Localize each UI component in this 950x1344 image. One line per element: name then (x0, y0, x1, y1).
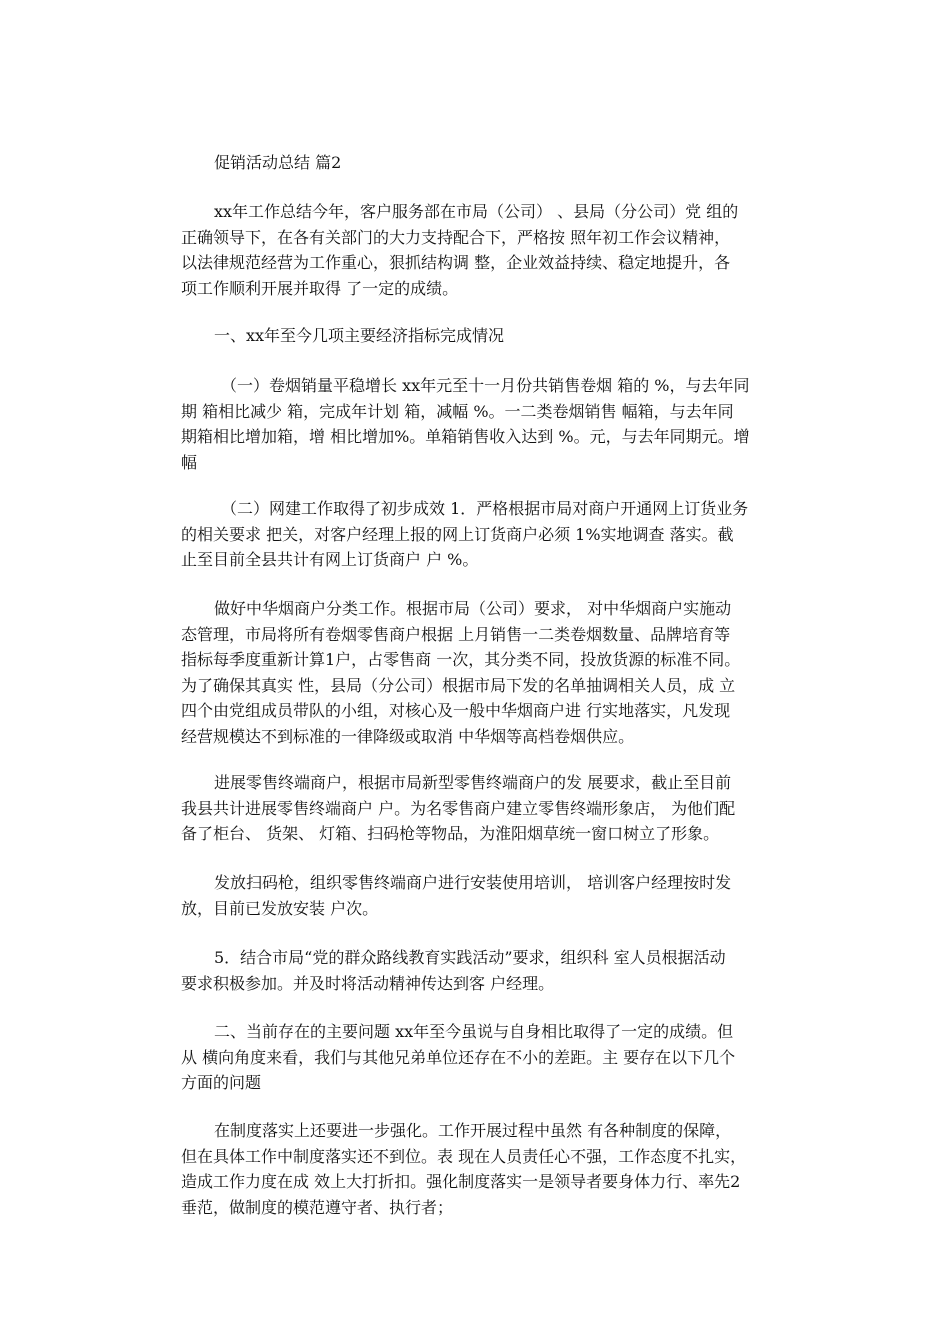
paragraph-line: 发放扫码枪，组织零售终端商户进行安装使用培训， 培训客户经理按时发 (214, 873, 732, 892)
paragraph-line: （一）卷烟销量平稳增长 xx年元至十一月份共销售卷烟 箱的 %，与去年同 (221, 376, 750, 395)
paragraph-line: 四个由党组成员带队的小组，对核心及一般中华烟商户进 行实地落实，凡发现 (181, 701, 731, 720)
paragraph-line: 从 横向角度来看，我们与其他兄弟单位还存在不小的差距。主 要存在以下几个 (181, 1047, 736, 1067)
paragraph-line: xx年工作总结今年，客户服务部在市局（公司） 、县局（分公司）党 组的 (214, 202, 739, 221)
document-title: 促销活动总结 篇2 (214, 153, 342, 172)
paragraph-line: 在制度落实上还要进一步强化。工作开展过程中虽然 有各种制度的保障， (214, 1121, 732, 1140)
paragraph-party-activity (181, 945, 781, 996)
paragraph-line: 备了柜台、 货架、 灯箱、扫码枪等物品，为淮阳烟草统一窗口树立了形象。 (181, 824, 720, 843)
section-heading-indicators (181, 323, 781, 349)
paragraph-line: 正确领导下，在各有关部门的大力支持配合下，严格按 照年初工作会议精神， (181, 227, 731, 247)
paragraph-scanner-distribution (181, 870, 781, 921)
paragraph-line: 态管理，市局将所有卷烟零售商户根据 上月销售一二类卷烟数量、品牌培育等 (181, 624, 731, 644)
paragraph-line: 做好中华烟商户分类工作。根据市局（公司）要求， 对中华烟商户实施动 (214, 599, 732, 618)
paragraph-line: 我县共计进展零售终端商户 户。为名零售商户建立零售终端形象店， 为他们配 (181, 798, 736, 818)
paragraph-line: 放，目前已发放安装 户次。 (181, 898, 379, 918)
paragraph-line: 为了确保其真实 性，县局（分公司）根据市局下发的名单抽调相关人员，成 立 (181, 675, 736, 695)
paragraph-zhonghua-classification (181, 596, 781, 749)
paragraph-line: 方面的问题 (181, 1073, 262, 1092)
paragraph-line: 要求积极参加。并及时将活动精神传达到客 户经理。 (181, 973, 555, 993)
paragraph-line: 以法律规范经营为工作重心，狠抓结构调 整，企业效益持续、稳定地提升，各 (181, 253, 731, 272)
paragraph-line: 二、当前存在的主要问题 xx年至今虽说与自身相比取得了一定的成绩。但 (214, 1022, 734, 1041)
paragraph-line: 一、xx年至今几项主要经济指标完成情况 (214, 326, 505, 345)
paragraph-line: 幅 (181, 452, 198, 472)
paragraph-line: 垂范，做制度的模范遵守者、执行者； (181, 1197, 454, 1217)
paragraph-network-construction (181, 496, 781, 573)
paragraph-line: 止至目前全县共计有网上订货商户 户 %。 (181, 550, 479, 569)
paragraph-line: 指标每季度重新计算1户，占零售商 一次，其分类不同，投放货源的标准不同。 (181, 650, 741, 669)
paragraph-current-problems (181, 1019, 781, 1096)
paragraph-line: 但在具体工作中制度落实还不到位。表 现在人员责任心不强，工作态度不扎实， (181, 1146, 747, 1166)
paragraph-line: 经营规模达不到标准的一律降级或取消 中华烟等高档卷烟供应。 (181, 726, 635, 746)
paragraph-line: 进展零售终端商户，根据市局新型零售终端商户的发 展要求，截止至目前 (214, 773, 732, 792)
paragraph-work-summary (181, 199, 781, 301)
paragraph-line: 造成工作力度在成 效上大打折扣。强化制度落实一是领导者要身体力行、率先2 (181, 1172, 741, 1191)
paragraph-line: 期 箱相比减少 箱，完成年计划 箱，减幅 %。一二类卷烟销售 幅箱，与去年同 (181, 401, 734, 421)
paragraph-line: （二）网建工作取得了初步成效 1．严格根据市局对商户开通网上订货业务 (221, 499, 749, 518)
paragraph-cigarette-sales (181, 373, 781, 475)
paragraph-line: 的相关要求 把关，对客户经理上报的网上订货商户必须 1%实地调查 落实。截 (181, 524, 734, 544)
paragraph-line: 项工作顺利开展并取得 了一定的成绩。 (181, 278, 459, 298)
paragraph-line: 期箱相比增加箱，增 相比增加%。单箱销售收入达到 %。元，与去年同期元。增 (181, 427, 750, 446)
paragraph-retail-terminals (181, 770, 781, 847)
paragraph-line: 5．结合市局“党的群众路线教育实践活动”要求，组织科 室人员根据活动 (214, 948, 726, 967)
paragraph-system-implementation (181, 1118, 781, 1220)
